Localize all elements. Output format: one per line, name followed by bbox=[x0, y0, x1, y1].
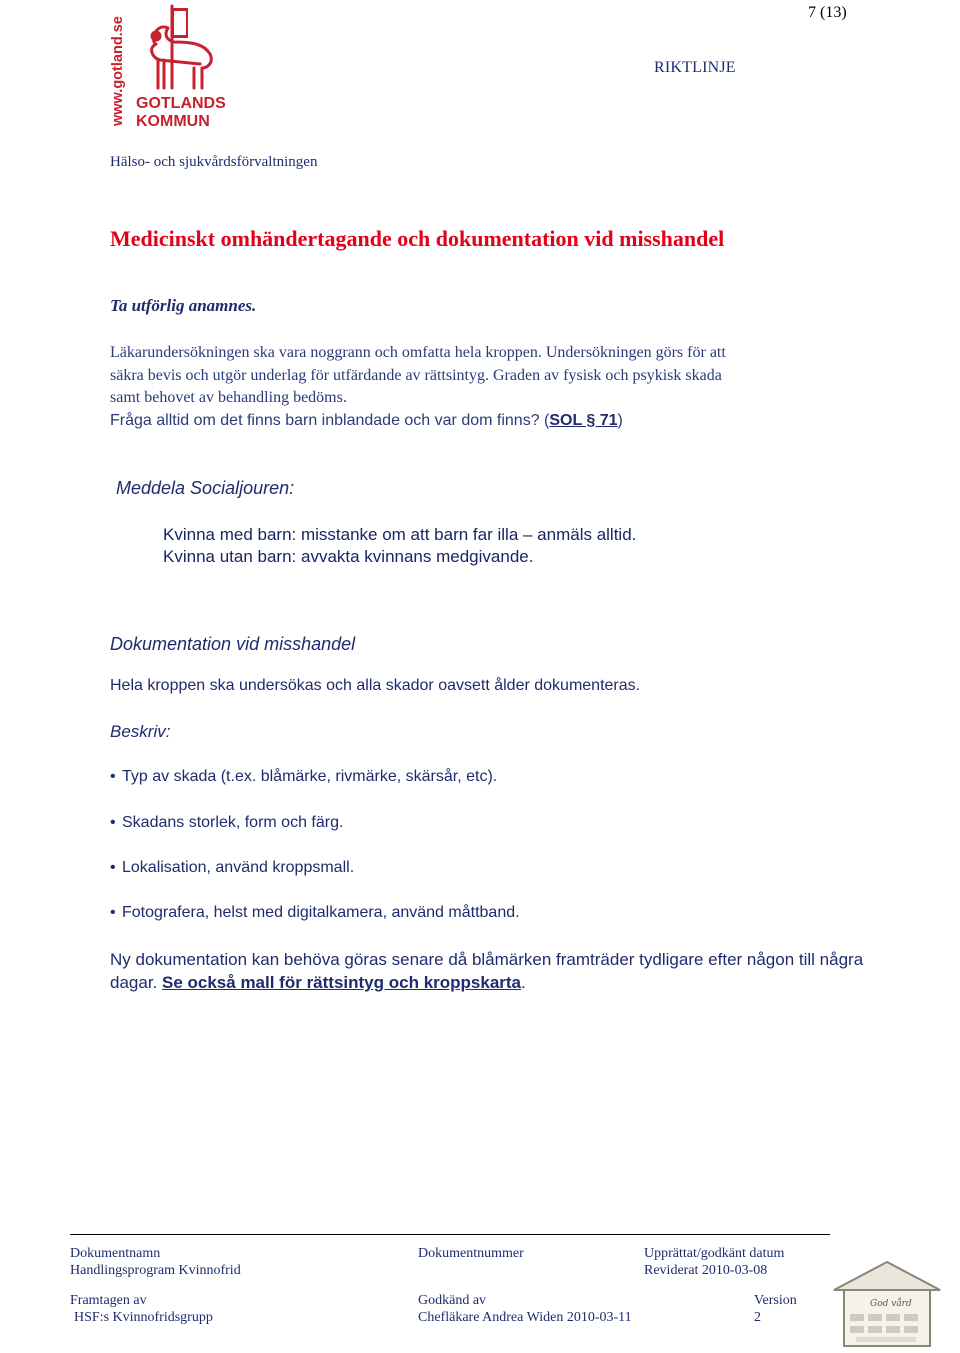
anamnesis-heading: Ta utförlig anamnes. bbox=[110, 296, 257, 315]
badge-text: God vård bbox=[870, 1299, 912, 1309]
logo-name-line1: GOTLANDS bbox=[136, 95, 226, 112]
footer-prepared-value: HSF:s Kvinnofridsgrupp bbox=[74, 1310, 213, 1325]
bullet-icon: • bbox=[110, 904, 116, 921]
anamnesis-paragraph bbox=[110, 342, 890, 432]
bullet-text: Skadans storlek, form och färg. bbox=[122, 814, 344, 831]
anamnesis-line-4 bbox=[110, 410, 890, 433]
list-item bbox=[110, 768, 497, 786]
document-type: RIKTLINJE bbox=[654, 59, 736, 76]
bullet-text: Lokalisation, använd kroppsmall. bbox=[122, 859, 355, 876]
gotland-logo bbox=[104, 2, 234, 128]
certificate-template-link[interactable]: Se också mall för rättsintyg och kroppskarta bbox=[162, 973, 522, 992]
bullet-icon: • bbox=[110, 814, 116, 831]
god-vard-badge bbox=[826, 1256, 948, 1350]
bullet-icon: • bbox=[110, 859, 116, 876]
footer-approved-label: Godkänd av bbox=[418, 1293, 487, 1308]
page-number: 7 (13) bbox=[808, 4, 847, 21]
social-services-item-with-children: Kvinna med barn: misstanke om att barn far illa – anmäls alltid. bbox=[163, 525, 637, 544]
final-paragraph bbox=[110, 948, 900, 994]
footer-version-label: Version bbox=[754, 1293, 797, 1308]
page-title: Medicinskt omhändertagande och dokumentation vid misshandel bbox=[110, 226, 725, 251]
list-item bbox=[110, 859, 354, 877]
documentation-text: Hela kroppen ska undersökas och alla skador oavsett ålder dokumenteras. bbox=[110, 677, 641, 694]
social-services-heading: Meddela Socialjouren: bbox=[116, 478, 295, 498]
footer-created-label: Upprättat/godkänt datum bbox=[644, 1246, 785, 1261]
logo-name-line2: KOMMUN bbox=[136, 113, 210, 128]
footer-version-value: 2 bbox=[754, 1310, 761, 1325]
bullet-text: Typ av skada (t.ex. blåmärke, rivmärke, skärsår, etc). bbox=[122, 768, 498, 785]
footer-divider bbox=[70, 1234, 830, 1235]
social-services-item-without-children: Kvinna utan barn: avvakta kvinnans medgivande. bbox=[163, 547, 534, 566]
gotland-ram-icon bbox=[152, 6, 212, 88]
footer-doc-name-label: Dokumentnamn bbox=[70, 1246, 161, 1261]
final-end: . bbox=[521, 973, 526, 992]
list-item bbox=[110, 904, 520, 922]
anamnesis-line-3: samt behovet av behandling bedöms. bbox=[110, 389, 347, 406]
footer-approved-value: Chefläkare Andrea Widen 2010-03-11 bbox=[418, 1310, 632, 1325]
documentation-heading: Dokumentation vid misshandel bbox=[110, 634, 356, 654]
bullet-icon: • bbox=[110, 768, 116, 785]
bullet-text: Fotografera, helst med digitalkamera, använd måttband. bbox=[122, 904, 520, 921]
final-text: Ny dokumentation kan behöva göras senare då blåmärken framträder tydligare efter någon till några dagar. bbox=[110, 950, 864, 992]
anamnesis-line-1: Läkarundersökningen ska vara noggrann och omfatta hela kroppen. Undersökningen görs för att bbox=[110, 344, 726, 361]
footer-revised-value: Reviderat 2010-03-08 bbox=[644, 1263, 768, 1278]
describe-heading: Beskriv: bbox=[110, 722, 171, 741]
list-item bbox=[110, 814, 343, 832]
sol-71-link[interactable]: SOL § 71 bbox=[549, 411, 618, 429]
anamnesis-question: Fråga alltid om det finns barn inblandade och var dom finns? ( bbox=[110, 411, 550, 429]
social-services-list bbox=[163, 524, 636, 568]
footer-prepared-label: Framtagen av bbox=[70, 1293, 147, 1308]
department-name: Hälso- och sjukvårdsförvaltningen bbox=[110, 154, 318, 170]
anamnesis-line-2: säkra bevis och utgör underlag för utfärdande av rättsintyg. Graden av fysisk och psykisk skada bbox=[110, 366, 722, 384]
anamnesis-line-4-end: ) bbox=[617, 411, 623, 429]
footer-doc-number-label: Dokumentnummer bbox=[418, 1246, 524, 1261]
footer-doc-name-value: Handlingsprogram Kvinnofrid bbox=[70, 1263, 241, 1278]
logo-url-text: www.gotland.se bbox=[110, 16, 126, 126]
